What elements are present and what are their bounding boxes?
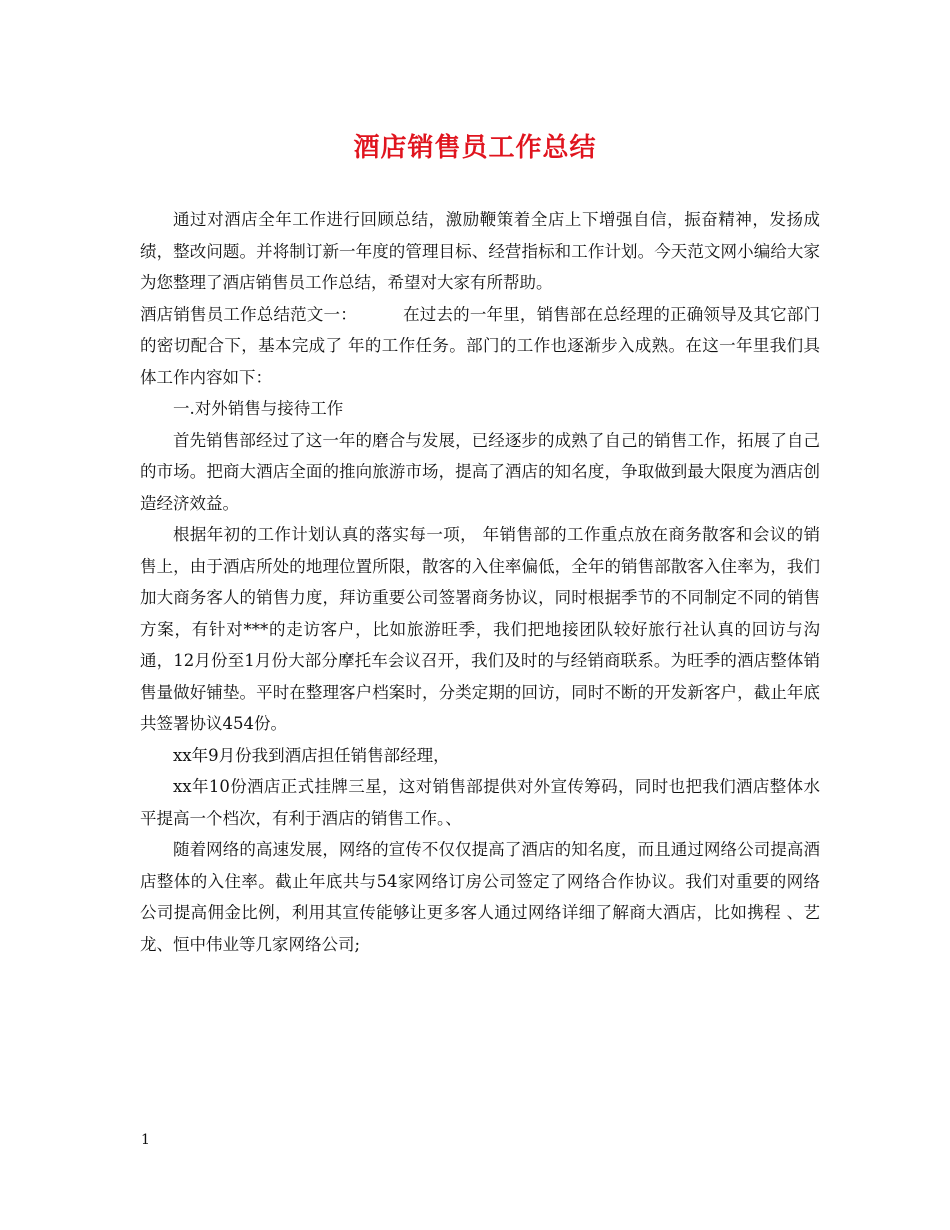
document-title: 酒店销售员工作总结 (353, 133, 597, 163)
body-paragraph: 首先销售部经过了这一年的磨合与发展，已经逐步的成熟了自己的销售工作，拓展了自己的市场。把商大酒店全面的推向旅游市场，提高了酒店的知名度，争取做到最大限度为酒店创造经济效益。 (140, 430, 820, 513)
body-paragraph: xx年10份酒店正式挂牌三星，这对销售部提供对外宣传筹码，同时也把我们酒店整体水平提高一个档次，有利于酒店的销售工作。、 (140, 777, 820, 828)
sample-paragraph-text: 在过去的一年里，销售部在总经理的正确领导及其它部门的密切配合下，基本完成了 年的工作任务。部门的工作也逐渐步入成熟。在这一年里我们具体工作内容如下： (140, 304, 821, 387)
document-body (140, 204, 820, 960)
intro-paragraph: 通过对酒店全年工作进行回顾总结，激励鞭策着全店上下增强自信，振奋精神，发扬成绩，整改问题。并将制订新一年度的管理目标、经营指标和工作计划。今天范文网小编给大家为您整理了酒店销售员工作总结，希望对大家有所帮助。 (140, 210, 820, 292)
section-heading: 一.对外销售与接待工作 (173, 399, 344, 418)
page-number: 1 (141, 1132, 150, 1148)
body-paragraph: 根据年初的工作计划认真的落实每一项， 年销售部的工作重点放在商务散客和会议的销售上，由于酒店所处的地理位置所限，散客的入住率偏低，全年的销售部散客入住率为，我们加大商务客人的销售力度，拜访重要公司签署商务协议，同时根据季节的不同制定不同的销售方案，有针对***的走访客户，比如旅游旺季，我们把地接团队较好旅行社认真的回访与沟通，12月份至1月份大部分摩托车会议召开，我们及时的与经销商联系。为旺季的酒店整体销售量做好铺垫。平时在整理客户档案时，分类定期的回访，同时不断的开发新客户，截止年底共签署协议454份。 (140, 525, 820, 733)
body-paragraph: xx年9月份我到酒店担任销售部经理， (173, 745, 450, 765)
sample-paragraph (140, 299, 820, 394)
section-label: 酒店销售员工作总结范文一： (140, 304, 357, 324)
body-paragraph: 随着网络的高速发展，网络的宣传不仅仅提高了酒店的知名度，而且通过网络公司提高酒店整体的入住率。截止年底共与54家网络订房公司签定了网络合作协议。我们对重要的网络公司提高佣金比例，利用其宣传能够让更多客人通过网络详细了解商大酒店，比如携程 、艺龙、恒中伟业等几家网络公司; (140, 840, 820, 954)
